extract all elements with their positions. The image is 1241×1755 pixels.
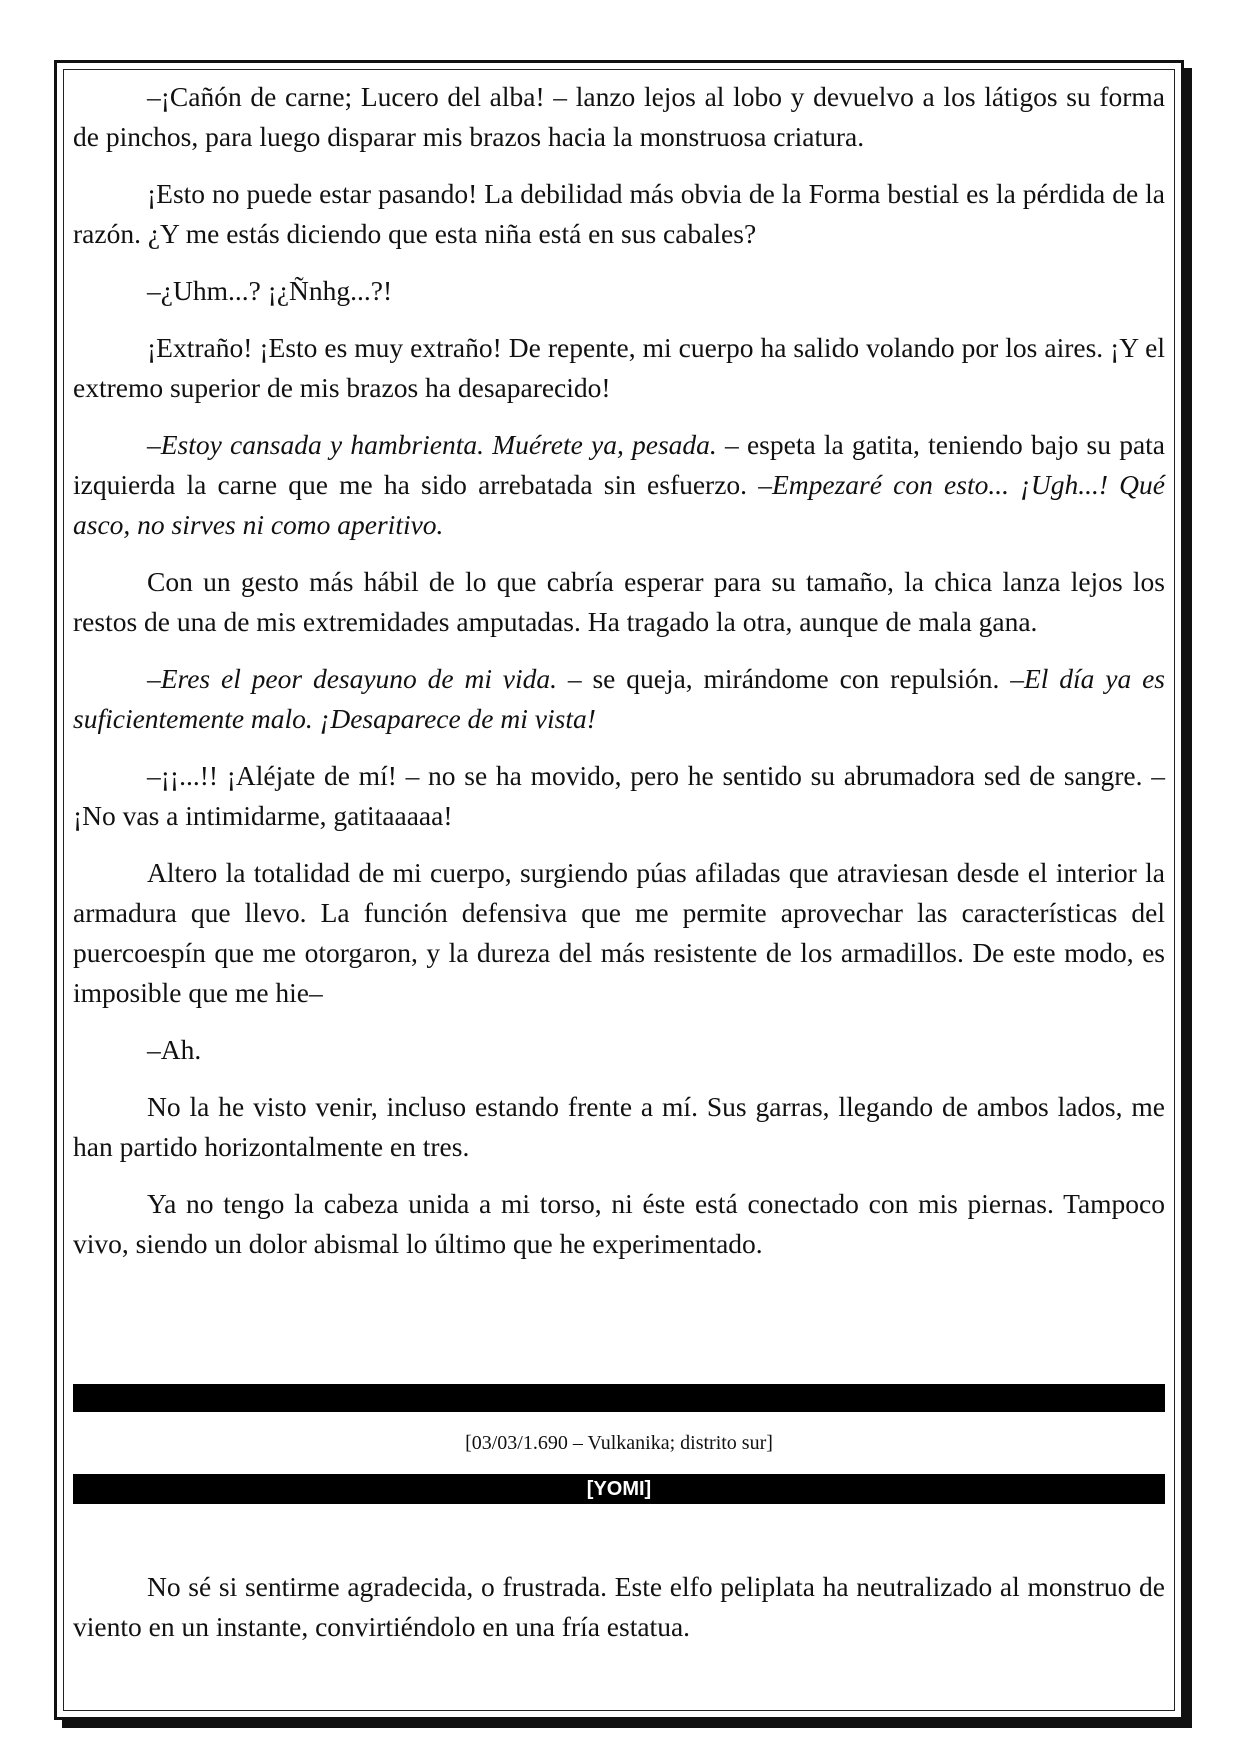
story-paragraph	[73, 77, 1165, 157]
paragraph-text: Con un gesto más hábil de lo que cabría esperar para su tamaño, la chica lanza lejos los restos de una de mis extremidades amputadas. Ha tragado la otra, aunque de mala gana.	[73, 566, 1165, 637]
pov-character-bar: [YOMI]	[73, 1474, 1165, 1504]
story-paragraph	[73, 1087, 1165, 1167]
story-paragraph	[73, 1567, 1165, 1647]
story-paragraph	[73, 328, 1165, 408]
story-paragraph	[73, 562, 1165, 642]
paragraph-text: Altero la totalidad de mi cuerpo, surgiendo púas afiladas que atraviesan desde el interior la armadura que llevo. La función defensiva que me permite aprovechar las características del puercoespín que me otorgaron, y la dureza del más resistente de los armadillos. De este modo, es imposible que me hie–	[73, 857, 1165, 1008]
paragraph-text: ¡Extraño! ¡Esto es muy extraño! De repente, mi cuerpo ha salido volando por los aires. ¡Y el extremo superior de mis brazos ha desaparecido!	[73, 332, 1165, 403]
paragraph-text: –Ah.	[147, 1034, 202, 1065]
paragraph-dialogue-italic: Empezaré con esto... ¡Ugh...! Qué asco, no sirves ni como aperitivo.	[73, 469, 1165, 540]
story-paragraph	[73, 853, 1165, 1013]
story-paragraph	[73, 756, 1165, 836]
paragraph-text: ¡Esto no puede estar pasando! La debilidad más obvia de la Forma bestial es la pérdida de la razón. ¿Y me estás diciendo que esta niña está en sus cabales?	[73, 178, 1165, 249]
paragraph-text: –	[147, 429, 161, 460]
paragraph-text: – se queja, mirándome con repulsión. –	[557, 663, 1024, 694]
scene-date-location: [03/03/1.690 – Vulkanika; distrito sur]	[465, 1432, 773, 1454]
story-paragraph	[73, 659, 1165, 739]
story-body-continued	[73, 1567, 1165, 1664]
story-paragraph	[73, 425, 1165, 545]
paragraph-dialogue-italic: El día ya es suficientemente malo. ¡Desaparece de mi vista!	[73, 663, 1165, 734]
paragraph-text: –¿Uhm...? ¡¿Ñnhg...?!	[147, 275, 393, 306]
paragraph-text: –	[147, 663, 161, 694]
scene-divider-bar	[73, 1384, 1165, 1412]
story-paragraph	[73, 174, 1165, 254]
paragraph-text: No sé si sentirme agradecida, o frustrada. Este elfo peliplata ha neutralizado al monstruo de viento en un instante, convirtiéndolo en una fría estatua.	[73, 1571, 1165, 1642]
story-paragraph	[73, 271, 1165, 311]
paragraph-text: – espeta la gatita, teniendo bajo su pata izquierda la carne que me ha sido arrebatada sin esfuerzo. –	[73, 429, 1165, 500]
story-body	[73, 77, 1165, 1281]
paragraph-dialogue-italic: Eres el peor desayuno de mi vida.	[160, 663, 558, 694]
story-paragraph	[73, 1184, 1165, 1264]
paragraph-text: –¡¡...!! ¡Aléjate de mí! – no se ha movido, pero he sentido su abrumadora sed de sangre. –¡No vas a intimidarme, gatitaaaaa!	[73, 760, 1165, 831]
paragraph-text: –¡Cañón de carne; Lucero del alba! – lanzo lejos al lobo y devuelvo a los látigos su forma de pinchos, para luego disparar mis brazos hacia la monstruosa criatura.	[73, 81, 1165, 152]
paragraph-text: Ya no tengo la cabeza unida a mi torso, ni éste está conectado con mis piernas. Tampoco vivo, siendo un dolor abismal lo último que he experimentado.	[73, 1188, 1165, 1259]
paragraph-dialogue-italic: Estoy cansada y hambrienta. Muérete ya, pesada.	[160, 429, 717, 460]
paragraph-text: No la he visto venir, incluso estando frente a mí. Sus garras, llegando de ambos lados, me han partido horizontalmente en tres.	[73, 1091, 1165, 1162]
story-paragraph	[73, 1030, 1165, 1070]
